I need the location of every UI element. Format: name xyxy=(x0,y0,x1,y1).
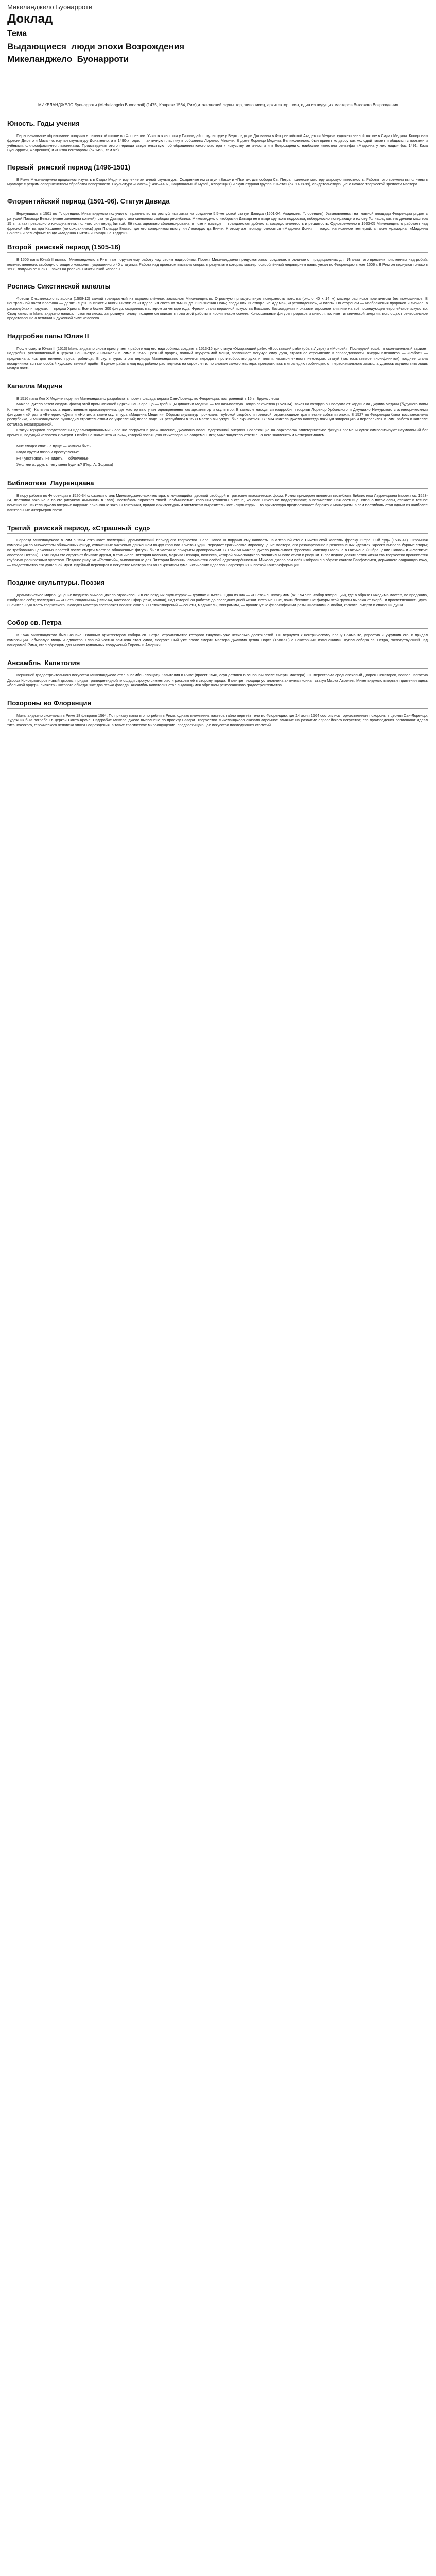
section-paragraph: Вернувшись в 1501 во Флоренцию, Микеланджело получил от правительства республики заказ на создание 5,5-метровой статуи Давида (1501-04, Академия, Флоренция). Установленная на главной площади Флоренции рядом с ратушей Палаццо Веккьо (ныне заменена копией), статуя Давида стала символом свободы республики. Микеланджело изобразил Давида не в виде хрупкого подростка, победоносно попирающего голову Голиафа, как это делали мастера 15 в., а как прекрасного юношу-атлета, полного сил перед битвой. Её поза идеально сбалансирована, в позе и взгляде — гражданская доблесть, сосредоточенность и решимость. Одновременно в 1503-05 Микеланджело работает над фреской «Битва при Кашине» (не сохранилась) для Палаццо Веккьо, где его соперником выступил Леонардо да Винчи. К этому же периоду относятся «Мадонна Дони» — тондо, написанное темперой, а также мраморная «Мадонна Брюгге» и рельефные тондо «Мадонна Питти» и «Мадонна Таддеи». xyxy=(7,211,428,236)
poem-line: Умолкни ж, друг, к чему меня будить? (Пер. А. Эфроса) xyxy=(16,462,113,467)
section xyxy=(7,197,428,236)
section-paragraph: Вершиной градостроительного искусства Микеланджело стал ансамбль площади Капитолия в Риме (проект 1546, осуществлён в основном после смерти мастера). Он перестроил средневековый Дворец Сенаторов, возвёл напротив Дворца Консерваторов новый дворец, придав трапециевидной площади строгую симметрию и раскрыв её в сторону города. В центре площади установлена античная конная статуя Марка Аврелия. Микеланджело впервые применил здесь «большой ордер», пилястры которого объединяют два этажа фасада. Ансамбль Капитолия стал выдающимся образцом ренессансного градостроительства. xyxy=(7,673,428,688)
spacer xyxy=(7,66,428,103)
spacer xyxy=(7,108,428,120)
poem-line: Не чувствовать, не видеть — облегченье, xyxy=(16,455,90,461)
section xyxy=(7,332,428,371)
section-paragraph: Статуи герцогов представлены идеализированными: Лоренцо погружён в размышление, Джулиано полон сдержанной энергии. Возлежащие на саркофагах аллегорические фигуры времени суток символизируют неумолимый бег времени, ведущий человека к смерти. Особенно знаменита «Ночь», которой посвящено стихотворение современника; Микеланджело ответил на него знаменитым четверостишием: xyxy=(7,428,428,437)
subtitle-line-1: Выдающиеся люди эпохи Возрождения xyxy=(7,42,185,52)
poem-quote xyxy=(7,443,428,468)
section-paragraph: Первоначальное образование получил в латинской школе во Флоренции. Учился живописи у Гирландайо, скульптуре у Бертольдо ди Джованни в Флорентийской Академии Медичи художественной школе в Садах Медичи. Копировал фрески Джотто и Мазаччо, изучал скульптуру Донателло, а в 1490-х годах — античную пластику в собраниях Лоренцо Медичи. В доме Лоренцо Медичи, Великолепного, был принят ко двору как молодой талант и общался с поэтами и учёными, философами-неоплатониками. Произведения этого периода свидетельствуют об обращении юного мастера к искусству античности и к Возрождению; наиболее известны рельефы «Мадонна у лестницы» (ок. 1491, Каза Буонарроти, Флоренция) и «Битва кентавров» (ок.1492, там же). xyxy=(7,133,428,153)
subtitle-line-2: Микеланджело Буонарроти xyxy=(7,54,129,64)
section-title: Надгробие папы Юлия II xyxy=(7,332,89,340)
section xyxy=(7,659,428,688)
section xyxy=(7,699,428,728)
section-paragraph: Микеланджело затем создать фасад этой примыкающей церкви Сан-Лоренцо — гробницы династии Медичи — так называемую Новую сакристию (1520-34), заказ на которую он получил от кардинала Джулио Медичи (будущего папы Климента VII). Капелла стала единственным произведением, где мастер выступил одновременно как архитектор и скульптор. В капелле находятся надгробия герцогов Лоренцо Урбинского и Джулиано Немурского с аллегорическими фигурами «Утра» и «Вечера», «Дня» и «Ночи», а также скульптура «Мадонна Медичи». Образы скульптур пронизаны глубокой скорбью и тревогой, отражающими трагические события эпохи. В 1527 во Флоренции была восстановлена республика, и Микеланджело руководил строительством её укреплений; после падения республики в 1530 мастер вынужден был скрываться. В 1534 Микеланджело навсегда покинул Флоренцию и переселился в Рим; работа в капелле осталась незавершённой. xyxy=(7,402,428,427)
section-paragraph: В пору работы во Флоренции в 1520-34 сложился стиль Микеланджело-архитектора, отличающийся дерзкой свободой в трактовке классических форм. Ярким примером является вестибюль Библиотеки Лауренциана (проект ок. 1523-34, лестница закончена по его рисункам Амманати в 1559). Вестибюль поражает своей необычностью: колонны утоплены в стене, консоли ничего не поддерживают, а величественная лестница, словно поток лавы, стекает в тесное помещение. Микеланджело впервые нарушил привычные законы тектоники, придав архитектурным элементам выразительность скульптуры. Его архитектура предвосхищает барокко и маньеризм, а сам вестибюль стал одним из наиболее влиятельных интерьеров эпохи. xyxy=(7,493,428,513)
section xyxy=(7,579,428,607)
section-title: Роспись Сикстинской капеллы xyxy=(7,282,111,290)
section-paragraph: В Риме Микеланджело продолжал изучать в Садах Медичи изучение античной скульптуры. Созданные им статуи «Вакх» и «Пьета», для собора Св. Петра, принесли мастеру широкую известность. Работы того времени выполнены в мраморе с редким совершенством обработки поверхности. Скульптура «Вакха» (1496–1497, Национальный музей, Флоренция) и скульптурная группа «Пьета» (ок. 1498-99), свидетельствующие о начале творческой зрелости мастера. xyxy=(7,177,428,187)
section-title: Второй римский период (1505-16) xyxy=(7,243,121,251)
section xyxy=(7,524,428,568)
section-title: Поздние скульптуры. Поэзия xyxy=(7,579,105,587)
section-title: Капелла Медичи xyxy=(7,382,63,390)
document-header-title: Микеланджело Буонарроти xyxy=(7,3,93,11)
section xyxy=(7,120,428,153)
sections-container xyxy=(7,120,428,728)
poem-line: Мне сладко спать, а пуще — камнем быть, xyxy=(16,443,92,448)
intro-paragraph: МИКЕЛАНДЖЕЛО Буонарроти (Michelangelo Buonarroti) (1475, Капрезе 1564, Рим),итальянский скульптор, живописец, архитектор, поэт, один из ведущих мастеров Высокого Возрождения. xyxy=(38,103,399,107)
section-title: Юность. Годы учения xyxy=(7,119,80,127)
section-title: Ансамбль Капитолия xyxy=(7,659,80,667)
section-paragraph: После смерти Юлия II (1513) Микеланджело снова приступает к работе над его надгробием, создает в 1513-16 три статуи «Умирающий раб», «Восставший раб» (оба в Лувре) и «Моисей». Последний вошёл в окончательный вариант надгробия, установленный в церкви Сан-Пьетро-ин-Винколи в Риме в 1545. Грозный пророк, полный неукротимой мощи, воплощает могучую силу духа, страстное стремление к справедливости. Фигуры пленников — «Рабов» — предназначались для нижнего яруса гробницы. В скульптурах этого периода Микеланджело стремится передать противоборство духа и плоти; незаконченность некоторых статуй (так называемое «нон-финито») позднее стала восприниматься как особый художественный приём. В целом работа над надгробием растянулась на сорок лет и, по словам самого мастера, превратилась в «трагедию гробницы»: от первоначального замысла удалось осуществить лишь малую часть. xyxy=(7,346,428,371)
section xyxy=(7,382,428,468)
section xyxy=(7,282,428,321)
theme-label: Тема xyxy=(7,29,27,38)
section-divider xyxy=(7,628,428,629)
section-divider xyxy=(7,252,428,253)
section xyxy=(7,619,428,648)
section-title: Первый римский период (1496-1501) xyxy=(7,163,131,171)
doc-heading: Доклад xyxy=(7,12,53,26)
section-paragraph: Фрески Сикстинского плафона (1508-12) самый грандиозный из осуществлённых замыслов Микеланджело. Огромную прямоугольную поверхность потолка (около 40 х 14 м) мастер расписал практически без помощников. В центральной части плафона — девять сцен на сюжеты Книги Бытия: от «Отделения света от тьмы» до «Опьянения Ноя»; среди них «Сотворение Адама», «Грехопадение», «Потоп». По сторонам — изображения пророков и сивилл, в распалубках и парусах — предки Христа. Всего более 300 фигур, созданных мастером за четыре года. Фрески стали вершиной искусства Высокого Возрождения и оказали огромное влияние на всё последующее европейское искусство. Свод капеллы Микеланджело написал, стоя на лесах, запрокинув голову; позднее он описал тяготы этой работы в ироническом сонете. Колоссальные фигуры пророков и сивилл, полные титанической энергии, воплощают ренессансное представление о величии и духовной силе человека. xyxy=(7,296,428,321)
section xyxy=(7,243,428,272)
section xyxy=(7,163,428,187)
section-paragraph: В 1516 папа Лев X Медичи поручил Микеланджело разработать проект фасада церкви Сан-Лоренцо во Флоренции, построенной в 15 в. Брунеллески. xyxy=(16,396,281,401)
section-title: Собор св. Петра xyxy=(7,619,62,627)
poem-line: Когда кругом позор и преступленье: xyxy=(16,449,79,454)
section-title: Библиотека Лауренциана xyxy=(7,479,94,487)
section-title: Флорентийский период (1501-06). Статуя Давида xyxy=(7,197,170,206)
section-divider xyxy=(7,668,428,669)
section-title: Третий римский период. «Страшный суд» xyxy=(7,523,150,532)
section-paragraph: Драматическое мироощущение позднего Микеланджело отразилось и в его поздних скульптурах — группах «Пьета». Одна из них — «Пьета» с Никодимом (ок. 1547-55, собор Флоренции), где в образе Никодима мастер, по преданию, изобразил себя; последняя — «Пьета Ронданини» (1552-64, Кастелло Сфорцеско, Милан), над которой он работал до последних дней жизни. Истончённые, почти бесплотные фигуры этой группы выражают скорбь и просветлённость духа. Значительную часть творческого наследия мастера составляет поэзия: около 300 стихотворений — сонеты, мадригалы, эпиграммы, — проникнутые философскими размышлениями о любви, красоте, смерти и спасении души. xyxy=(7,592,428,607)
section-divider xyxy=(7,488,428,489)
section-divider xyxy=(7,708,428,709)
section xyxy=(7,479,428,513)
section-divider xyxy=(7,533,428,534)
section-paragraph: В 1505 папа Юлий II вызвал Микеланджело в Рим; там поручил ему работу над своим надгробием. Проект Микеланджело предусматривал создание, в отличие от традиционных для Италии того времени пристенных надгробий, величественного, свободно стоящего мавзолея, украшенного 40 статуями. Работа над проектом вызвала споры, в результате которых мастер, оскорблённый недоверием папы, уехал во Флоренцию в мае 1506 г. В Рим он вернулся только в 1508, получив от Юлия II заказ на роспись Сикстинской капеллы. xyxy=(7,257,428,272)
section-paragraph: Переезд Микеланджело в Рим в 1534 открывает последний, драматический период его творчества. Папа Павел III поручил ему написать на алтарной стене Сикстинской капеллы фреску «Страшный суд» (1536-41). Огромная композиция со множеством обнажённых фигур, охваченных вихревым движением вокруг грозного Христа-Судии, передаёт трагическое мироощущение мастера, его разочарование в ренессансных идеалах. Фреска вызвала бурные споры; по требованию церковных властей после смерти мастера обнажённые фигуры были частично прикрыты драпировками. В 1542-50 Микеланджело расписывает фресками капеллу Паолина в Ватикане («Обращение Савла» и «Распятие апостола Петра»). В эти годы его окружают близкие друзья, в том числе Виттория Колонна, маркиза Пескара, поэтесса, которой Микеланджело посвятил многие стихи и рисунки. В последние десятилетия жизни его творчество проникается глубоким религиозным чувством. Поздние рисунки «Распятий», выполненные для Виттории Колонны, отличаются особой одухотворённостью. Микеланджело сам себя изобразил в образе святого Варфоломея, держащего содранную кожу, — свидетельство его душевной муки. Идейный переворот в искусстве мастера связан с кризисом гуманистических идеалов Возрождения и эпохой Контрреформации. xyxy=(7,537,428,567)
section-paragraph: В 1546 Микеланджело был назначен главным архитектором собора св. Петра, строительство которого тянулось уже несколько десятилетий. Он вернулся к центрическому плану Браманте, упростив и укрупнив его, и придал композиции небывалую мощь и единство. Главной частью замысла стал купол, сооружённый уже после смерти мастера Джакомо делла Порта (1588-90) с некоторыми изменениями. Купол собора св. Петра, господствующий над панорамой Рима, стал образцом для многих купольных сооружений Европы и Америки. xyxy=(7,633,428,648)
section-paragraph: Микеланджело скончался в Риме 18 февраля 1564. По приказу папы его погребли в Риме, однако племянник мастера тайно перевёз тело во Флоренцию, где 14 июля 1564 состоялись торжественные похороны в церкви Сан-Лоренцо. Художник был погребён в церкви Санта-Кроче. Надгробие Микеланджело выполнено по проекту Вазари. Творчество Микеланджело оказало огромное влияние на развитие европейского искусства; его произведения воплощают идеал титанического, героического человека эпохи Возрождения, а также трагическое мироощущение, предвосхищающее искусство последующих столетий. xyxy=(7,713,428,727)
section-title: Похороны во Флоренции xyxy=(7,699,92,707)
